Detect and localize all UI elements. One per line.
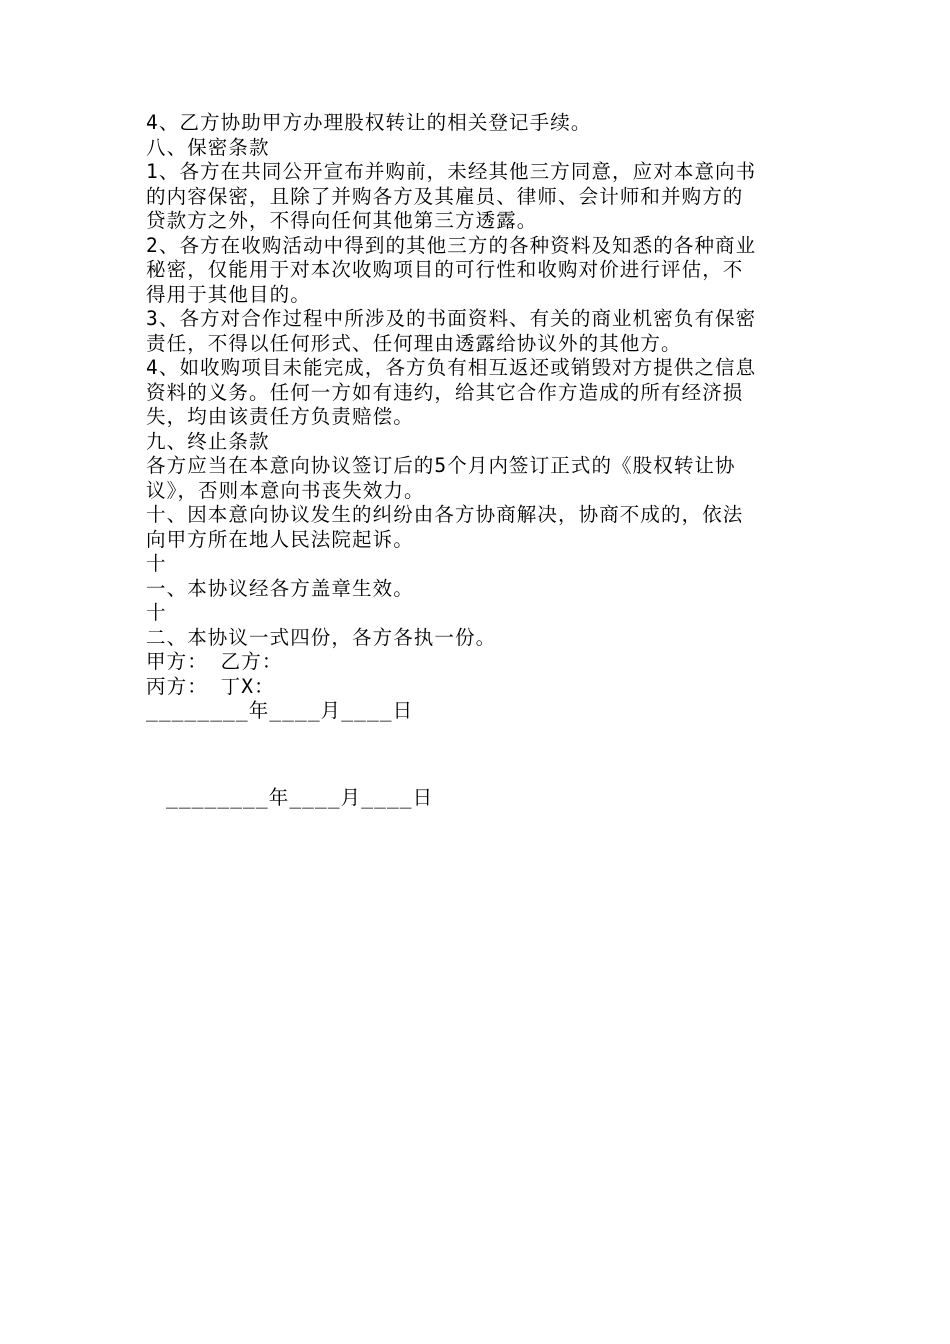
text-line: 3、各方对合作过程中所涉及的书面资料、有关的商业机密负有保密 [146, 307, 757, 330]
document-body [146, 111, 808, 724]
signature-line-party-a-b: 甲方： 乙方： [146, 650, 283, 673]
text-line: 秘密，仅能用于对本次收购项目的可行性和收购对价进行评估，不 [146, 258, 744, 281]
text-line: 4、如收购项目未能完成，各方负有相互返还或销毁对方提供之信息 [146, 356, 757, 379]
text-line: 资料的义务。任何一方如有违约，给其它合作方造成的所有经济损 [146, 380, 744, 404]
text-line: 的内容保密，且除了并购各方及其雇员、律师、会计师和并购方的 [146, 184, 744, 208]
signature-line-party-c-d: 丙方： 丁X： [146, 674, 275, 698]
text-line: 失，均由该责任方负责赔偿。 [146, 405, 414, 428]
text-line: 十、因本意向协议发生的纠纷由各方协商解决，协商不成的，依法 [146, 503, 744, 526]
text-line: 1、各方在共同公开宣布并购前，未经其他三方同意，应对本意向书 [146, 160, 757, 183]
text-line: 一、本协议经各方盖章生效。 [146, 576, 414, 600]
text-line: 各方应当在本意向协议签订后的5个月内签订正式的《股权转让协 [146, 454, 736, 477]
text-line: 2、各方在收购活动中得到的其他三方的各种资料及知悉的各种商业 [146, 233, 757, 257]
section-heading: 九、终止条款 [146, 429, 270, 453]
date-line-secondary: ________年____月____日 [166, 786, 434, 809]
text-line: 向甲方所在地人民法院起诉。 [146, 527, 414, 551]
text-line: 4、乙方协助甲方办理股权转让的相关登记手续。 [146, 111, 592, 134]
date-line: ________年____月____日 [146, 699, 414, 722]
text-line: 得用于其他目的。 [146, 282, 311, 306]
section-heading: 八、保密条款 [146, 135, 270, 159]
text-line: 十 [146, 601, 167, 624]
text-line: 二、本协议一式四份，各方各执一份。 [146, 625, 497, 649]
text-line: 责任，不得以任何形式、任何理由透露给协议外的其他方。 [146, 331, 682, 355]
text-line: 贷款方之外，不得向任何其他第三方透露。 [146, 209, 538, 232]
text-line: 议》，否则本意向书丧失效力。 [146, 478, 425, 502]
text-line: 十 [146, 552, 167, 575]
